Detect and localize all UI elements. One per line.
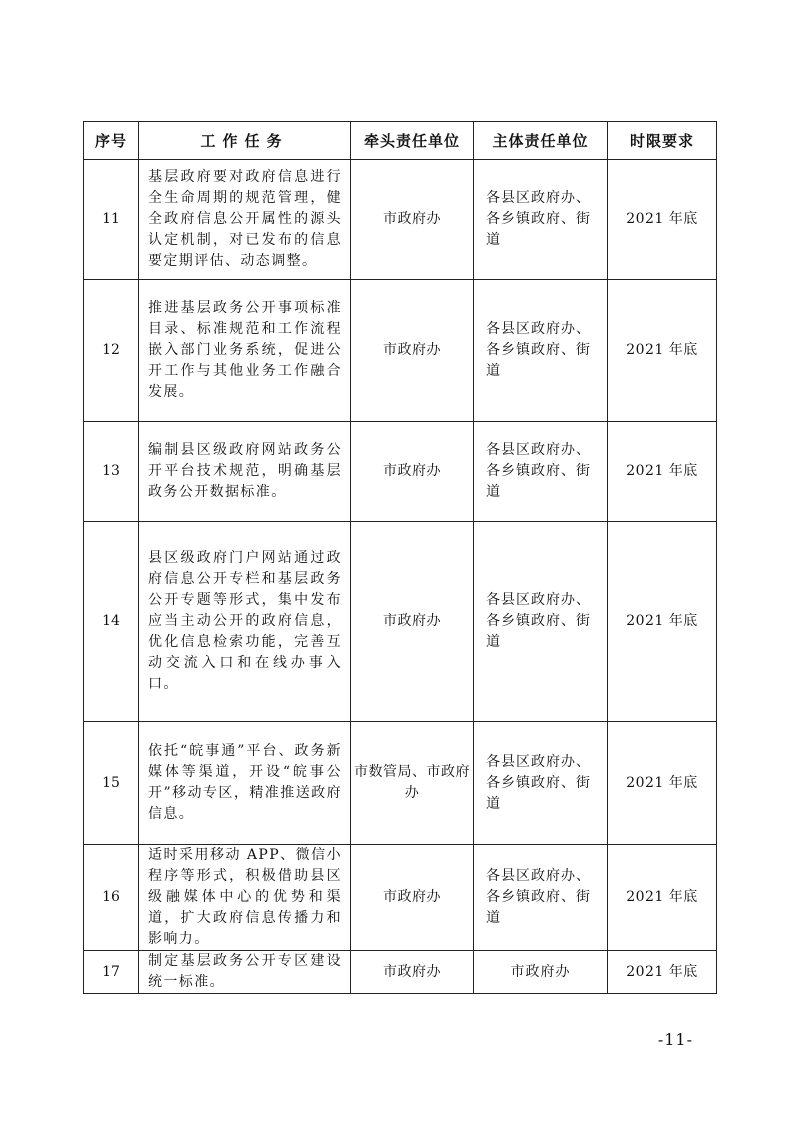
header-deadline: 时限要求 [608,122,717,160]
table-header-row [84,122,717,160]
row-task: 编制县区级政府网站政务公开平台技术规范，明确基层政务公开数据标准。 [139,422,351,522]
row-serial-number: 16 [84,845,139,951]
row-responsible-unit: 各县区政府办、各乡镇政府、街道 [474,845,608,951]
header-serial-number: 序号 [84,122,139,160]
table-row [84,722,717,845]
header-lead-unit: 牵头责任单位 [351,122,474,160]
table-row [84,522,717,722]
row-task: 县区级政府门户网站通过政府信息公开专栏和基层政务公开专题等形式，集中发布应当主动公开的政府信息，优化信息检索功能，完善互动交流入口和在线办事入口。 [139,522,351,722]
row-deadline: 2021 年底 [608,722,717,845]
row-deadline: 2021 年底 [608,845,717,951]
row-lead-unit: 市政府办 [351,160,474,280]
row-deadline: 2021 年底 [608,422,717,522]
row-task: 基层政府要对政府信息进行全生命周期的规范管理，健全政府信息公开属性的源头认定机制，对已发布的信息要定期评估、动态调整。 [139,160,351,280]
row-task: 制定基层政务公开专区建设统一标准。 [139,951,351,994]
row-deadline: 2021 年底 [608,160,717,280]
table-row [84,422,717,522]
row-serial-number: 12 [84,280,139,422]
row-lead-unit: 市政府办 [351,522,474,722]
header-responsible-unit: 主体责任单位 [474,122,608,160]
row-lead-unit: 市政府办 [351,951,474,994]
header-work-task: 工作任务 [139,122,351,160]
row-responsible-unit: 各县区政府办、各乡镇政府、街道 [474,160,608,280]
table-row [84,951,717,994]
row-lead-unit: 市政府办 [351,422,474,522]
row-lead-unit: 市政府办 [351,845,474,951]
row-task: 推进基层政务公开事项标准目录、标准规范和工作流程嵌入部门业务系统，促进公开工作与其他业务工作融合发展。 [139,280,351,422]
row-serial-number: 11 [84,160,139,280]
row-serial-number: 13 [84,422,139,522]
page-number: -11- [657,1030,693,1049]
row-deadline: 2021 年底 [608,280,717,422]
task-table [83,121,717,994]
table-row [84,160,717,280]
row-responsible-unit: 各县区政府办、各乡镇政府、街道 [474,722,608,845]
row-responsible-unit: 各县区政府办、各乡镇政府、街道 [474,522,608,722]
row-responsible-unit: 各县区政府办、各乡镇政府、街道 [474,280,608,422]
row-deadline: 2021 年底 [608,951,717,994]
row-task: 依托“皖事通”平台、政务新媒体等渠道，开设“皖事公开”移动专区，精准推送政府信息。 [139,722,351,845]
row-serial-number: 17 [84,951,139,994]
table-row [84,280,717,422]
table-row [84,845,717,951]
row-responsible-unit: 市政府办 [474,951,608,994]
row-lead-unit: 市政府办 [351,280,474,422]
row-responsible-unit: 各县区政府办、各乡镇政府、街道 [474,422,608,522]
row-lead-unit: 市数管局、市政府办 [351,722,474,845]
row-task: 适时采用移动 APP、微信小程序等形式，积极借助县区级融媒体中心的优势和渠道，扩大政府信息传播力和影响力。 [139,845,351,951]
row-serial-number: 14 [84,522,139,722]
row-deadline: 2021 年底 [608,522,717,722]
row-serial-number: 15 [84,722,139,845]
